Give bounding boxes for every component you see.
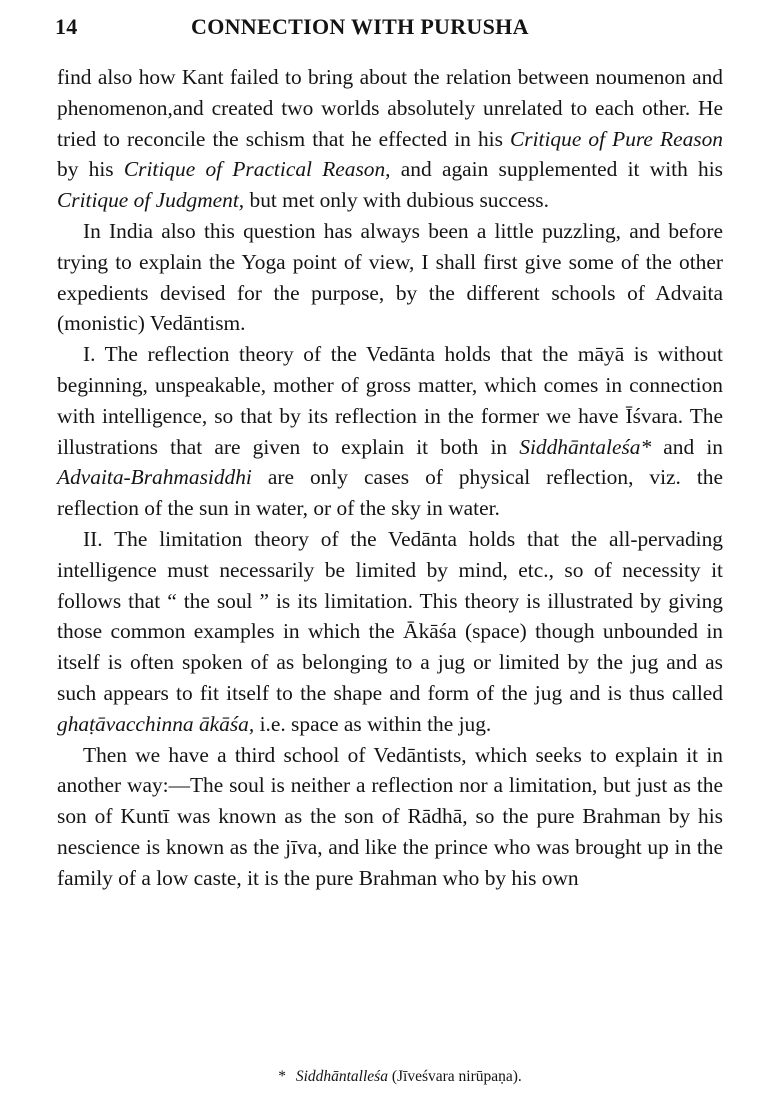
- body-text: [57, 62, 723, 894]
- italic-text-fragment: ghaṭāvacchinna ākāśa,: [57, 711, 255, 736]
- text-fragment: i.e. space as within the jug.: [254, 711, 492, 736]
- text-fragment: and again supplemented it with his: [390, 157, 724, 182]
- page-number: 14: [55, 14, 78, 39]
- text-fragment: find also how Kant failed to bring about the relation between noumenon and phenomenon,and created two worlds absolutely unrelated to each other. He tried to reconcile the schism that he effected in his: [57, 65, 723, 151]
- text-fragment: In India also this question has always been a little puzzling, and before trying to explain the Yoga point of view, I shall first give some of the other expedients devised for the purpose, by the different schools of Advaita (monistic) Vedāntism.: [57, 218, 723, 336]
- paragraph: [57, 740, 723, 894]
- italic-text-fragment: Critique of Judgment,: [57, 188, 245, 213]
- paragraph: [57, 216, 723, 339]
- footnote-title: Siddhāntalleśa: [295, 1068, 388, 1085]
- paragraph: [57, 62, 723, 216]
- paragraph: [57, 339, 723, 524]
- italic-text-fragment: Siddhāntaleśa*: [519, 434, 652, 459]
- footnote-detail: (Jīveśvara nirūpaṇa).: [391, 1068, 522, 1085]
- text-fragment: by his: [57, 157, 124, 182]
- italic-text-fragment: Critique of Pure Reason: [510, 126, 723, 151]
- text-fragment: and in: [651, 434, 723, 459]
- text-fragment: II. The limitation theory of the Vedānta holds that the all-pervading intelligence must necessarily be limited by mind, etc., so of necessity it follows that “ the soul ” is its limitation. This theory is illustrated by giving those common examples in which the Ākāśa (space) though unbounded in itself is often spoken of as belonging to a jug or limited by the jug and as such appears to fit itself to the shape and form of the jug and is thus called: [57, 526, 723, 705]
- text-fragment: Then we have a third school of Vedāntists, which seeks to explain it in another way:—The soul is neither a reflection nor a limitation, but just as the son of Kuntī was known as the son of Rādhā, so the pure Brahman by his nescience is known as the jīva, and like the prince who was brought up in the family of a low caste, it is the pure Brahman who by his own: [57, 742, 723, 890]
- running-title: CONNECTION WITH PURUSHA: [191, 14, 529, 39]
- footnote-marker: *: [278, 1068, 286, 1085]
- italic-text-fragment: Critique of Practical Reason,: [123, 157, 391, 182]
- footnote: [0, 1068, 780, 1086]
- italic-text-fragment: Advaita-Brahmasiddhi: [57, 465, 252, 490]
- paragraph: [57, 524, 723, 740]
- text-fragment: I. The reflection theory of the Vedānta holds that the māyā is without beginning, unspeakable, mother of gross matter, which comes in connection with intelligence, so that by its reflection in the former we have Īśvara. The illustrations that are given to explain it both in: [57, 342, 723, 459]
- text-fragment: but met only with dubious success.: [244, 188, 549, 213]
- text-fragment: are only cases of physical reflection, viz. the reflection of the sun in water, or of the sky in water.: [57, 465, 723, 521]
- page-header: [55, 14, 730, 48]
